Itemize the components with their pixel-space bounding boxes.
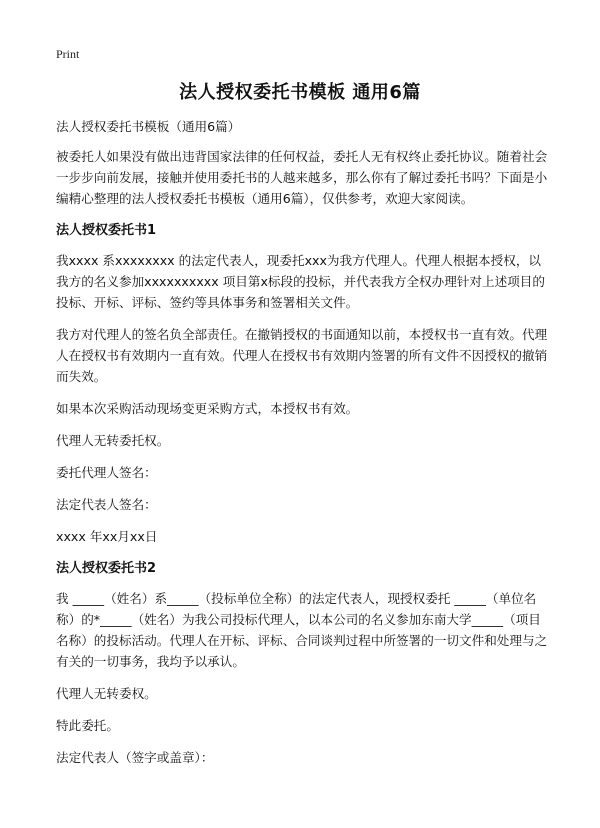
section-1-paragraph-4: 代理人无转委托权。 — [56, 433, 170, 448]
document-body — [56, 116, 550, 779]
date-line: xxxx 年xx月xx日 — [56, 529, 158, 544]
section-2-paragraph-2: 代理人无转委权。 — [56, 686, 157, 701]
intro-paragraph: 被委托人如果没有做出违背国家法律的任何权益，委托人无有权终止委托协议。随着社会一步步向前发展，接触并使用委托书的人越来越多，那么你有了解过委托书吗？下面是小编精心整理的法人授权委托书模板（通用6篇），仅供参考，欢迎大家阅读。 — [56, 149, 548, 206]
document-subtitle: 法人授权委托书模板（通用6篇） — [56, 119, 241, 134]
document-title: 法人授权委托书模板 通用6篇 — [179, 82, 421, 103]
section-1-paragraph-3: 如果本次采购活动现场变更采购方式，本授权书有效。 — [56, 401, 359, 416]
section-2-paragraph-1: 我 _____（姓名）系_____（投标单位全称）的法定代表人，现授权委托 _____（单位名称）的*_____（姓名）为我公司投标代理人，以本公司的名义参加东南大学_____（项目名称）的投标活动。代理人在开标、评标、合同谈判过程中所签署的一切文件和处理与之有关的一切事务，我均予以承认。 — [56, 591, 548, 669]
section-2-heading: 法人授权委托书2 — [56, 561, 157, 576]
section-2-signature-line: 法定代表人（签字或盖章）： — [56, 750, 214, 765]
section-1-paragraph-2: 我方对代理人的签名负全部责任。在撤销授权的书面通知以前，本授权书一直有效。代理人在授权书有效期内一直有效。代理人在授权书有效期内签署的所有文件不因授权的撤销而失效。 — [56, 327, 548, 384]
section-2-paragraph-3: 特此委托。 — [56, 718, 119, 733]
print-link[interactable]: Print — [56, 47, 80, 61]
section-1-paragraph-1: 我xxxx 系xxxxxxxx 的法定代表人，现委托xxx为我方代理人。代理人根据本授权，以我方的名义参加xxxxxxxxxx 项目第x标段的投标，并代表我方全权办理针对上述项目的 投标、开标、评标、签约等具体事务和签署相关文件。 — [56, 253, 545, 310]
legal-rep-signature-line: 法定代表人签名： — [56, 497, 157, 512]
section-1-heading: 法人授权委托书1 — [56, 223, 157, 238]
agent-signature-line: 委托代理人签名： — [56, 465, 157, 480]
